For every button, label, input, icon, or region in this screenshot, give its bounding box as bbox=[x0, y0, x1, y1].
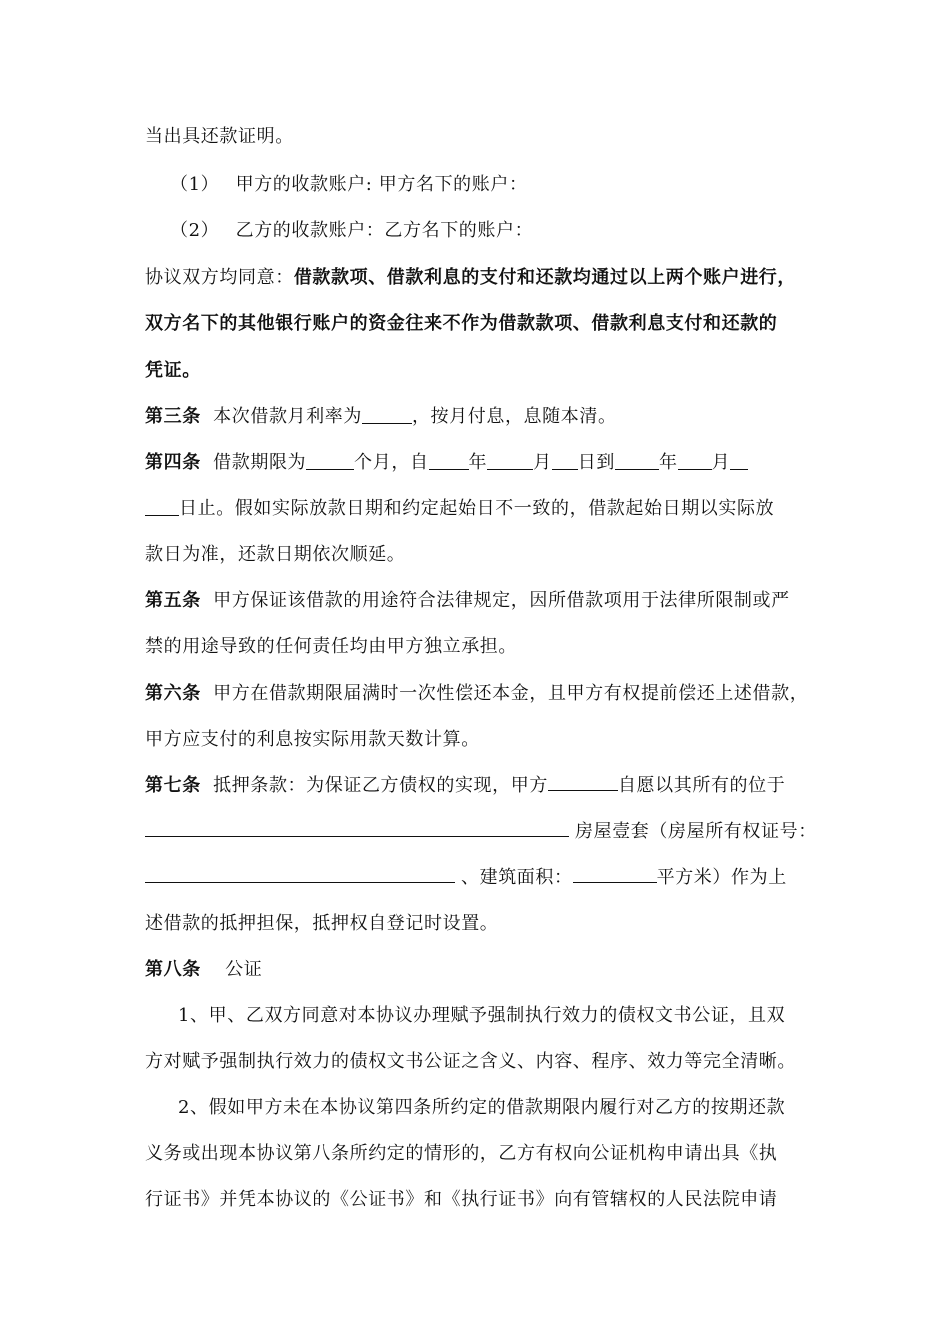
text: 抵押条款：为保证乙方债权的实现，甲方 bbox=[213, 775, 548, 796]
item-text: 甲方的收款账户: 甲方名下的账户： bbox=[235, 174, 528, 195]
account-item-1 bbox=[170, 170, 528, 196]
article-6 bbox=[145, 679, 808, 705]
blank-property-location[interactable] bbox=[145, 820, 569, 837]
text: 月 bbox=[533, 452, 552, 473]
article-heading: 第七条 bbox=[145, 775, 201, 796]
article-4 bbox=[145, 448, 748, 474]
text: 日止。假如实际放款日期和约定起始日不一致的，借款起始日期以实际放 bbox=[179, 498, 775, 519]
blank-interest-rate[interactable] bbox=[362, 405, 412, 424]
text: 甲方应支付的利息按实际用款天数计算。 bbox=[145, 729, 480, 750]
item-text: 乙方的收款账户：乙方名下的账户： bbox=[235, 220, 534, 241]
account-item-2 bbox=[170, 216, 533, 242]
text: 义务或出现本协议第八条所约定的情形的，乙方有权向公证机构申请出具《执 bbox=[145, 1143, 778, 1164]
text: 禁的用途导致的任何责任均由甲方独立承担。 bbox=[145, 636, 517, 657]
article-7-cont bbox=[145, 817, 817, 843]
text: 年 bbox=[468, 452, 488, 473]
item-number: （1） bbox=[170, 174, 220, 195]
text: 借款期限为 bbox=[213, 452, 307, 473]
article-heading: 第八条 bbox=[145, 959, 201, 980]
article-7-cont bbox=[145, 863, 787, 889]
text: 2、假如甲方未在本协议第四条所约定的借款期限内履行对乙方的按期还款 bbox=[178, 1097, 786, 1118]
text: 甲方保证该借款的用途符合法律规定，因所借款项用于法律所限制或严 bbox=[213, 590, 790, 611]
text: 日到 bbox=[577, 452, 615, 473]
article-heading: 第三条 bbox=[145, 406, 201, 427]
text: 款日为准，还款日期依次顺延。 bbox=[145, 544, 406, 565]
item-number: （2） bbox=[170, 220, 220, 241]
blank-building-area[interactable] bbox=[573, 866, 657, 883]
blank-end-day-cont[interactable] bbox=[145, 497, 179, 516]
text: 协议双方均同意： bbox=[145, 267, 294, 288]
text: 月 bbox=[711, 452, 731, 473]
blank-start-day[interactable] bbox=[552, 451, 578, 470]
article-heading: 第四条 bbox=[145, 452, 201, 473]
text: 平方米）作为上 bbox=[656, 867, 787, 888]
text: ，按月付息，息随本清。 bbox=[411, 406, 617, 427]
text: 1、甲、乙双方同意对本协议办理赋予强制执行效力的债权文书公证，且双 bbox=[178, 1005, 786, 1026]
text: 行证书》并凭本协议的《公证书》和《执行证书》向有管辖权的人民法院申请 bbox=[145, 1189, 778, 1210]
text: 个月，自 bbox=[354, 452, 429, 473]
text: 述借款的抵押担保，抵押权自登记时设置。 bbox=[145, 913, 499, 934]
article-8-clause-2 bbox=[178, 1093, 785, 1119]
agreement-line bbox=[145, 309, 777, 335]
agreement-line bbox=[145, 356, 201, 382]
blank-end-day[interactable] bbox=[730, 451, 748, 470]
text: 方对赋予强制执行效力的债权文书公证之含义、内容、程序、效力等完全清晰。 bbox=[145, 1051, 796, 1072]
article-heading: 第六条 bbox=[145, 683, 201, 704]
article-8 bbox=[145, 955, 262, 981]
bold-text: 双方名下的其他银行账户的资金往来不作为借款款项、借款利息支付和还款的 bbox=[145, 313, 778, 334]
blank-start-year[interactable] bbox=[429, 451, 469, 470]
text: 甲方在借款期限届满时一次性偿还本金，且甲方有权提前偿还上述借款， bbox=[213, 683, 809, 704]
blank-end-month[interactable] bbox=[678, 451, 712, 470]
text: 自愿以其所有的位于 bbox=[617, 775, 786, 796]
blank-start-month[interactable] bbox=[487, 451, 533, 470]
text: 、建筑面积： bbox=[461, 867, 573, 888]
text: 房屋壹套（房屋所有权证号： bbox=[575, 821, 817, 842]
paragraph-line bbox=[145, 122, 294, 148]
article-6-cont bbox=[145, 725, 480, 751]
article-4-cont bbox=[145, 494, 774, 520]
bold-text: 凭证。 bbox=[145, 360, 201, 381]
article-8-clause-2-cont bbox=[145, 1185, 777, 1211]
article-8-clause-2-cont bbox=[145, 1139, 777, 1165]
article-7-cont bbox=[145, 909, 498, 935]
blank-certificate-number[interactable] bbox=[145, 866, 455, 883]
article-heading: 第五条 bbox=[145, 590, 201, 611]
article-title: 公证 bbox=[225, 959, 263, 980]
article-4-cont bbox=[145, 540, 405, 566]
article-8-clause-1-cont bbox=[145, 1047, 796, 1073]
blank-months[interactable] bbox=[306, 451, 354, 470]
article-8-clause-1 bbox=[178, 1001, 785, 1027]
blank-end-year[interactable] bbox=[615, 451, 659, 470]
article-5 bbox=[145, 586, 790, 612]
bold-text: 借款款项、借款利息的支付和还款均通过以上两个账户进行， bbox=[293, 267, 797, 288]
text: 当出具还款证明。 bbox=[145, 126, 294, 147]
text: 本次借款月利率为 bbox=[213, 406, 362, 427]
article-3 bbox=[145, 402, 617, 428]
article-7 bbox=[145, 771, 785, 797]
article-5-cont bbox=[145, 632, 517, 658]
agreement-line bbox=[145, 263, 796, 289]
text: 年 bbox=[658, 452, 678, 473]
blank-party-a[interactable] bbox=[548, 774, 618, 791]
